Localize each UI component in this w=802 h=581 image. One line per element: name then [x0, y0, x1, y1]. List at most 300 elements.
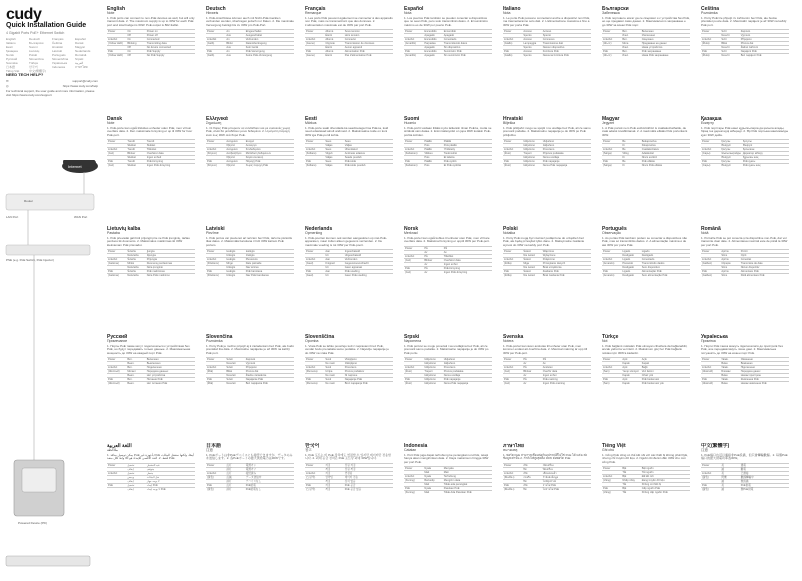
table-cell: (Kollane)	[305, 164, 324, 168]
section-text: 1. A PoE portok nem PoE eszközökhöz is csatlakoztathatók, de csak adatot továbbítanak. 2. A maximális ellátás PoE portonként 30W.	[602, 125, 688, 137]
table-cell: (Жовтий)	[701, 370, 720, 374]
led-table	[404, 357, 492, 385]
table-cell: Açık	[621, 358, 640, 362]
table-cell: Қосулы	[742, 140, 789, 144]
table-cell: Datu pārraide	[245, 262, 294, 266]
table-cell: 데이터 전송	[344, 475, 393, 479]
table-cell: Vypnuté	[245, 362, 294, 366]
table-cell: Συνδεδεμένο	[245, 148, 294, 152]
led-table	[602, 29, 690, 57]
table-cell: (Жълт)	[602, 54, 621, 58]
table-cell: Tændt	[146, 140, 195, 144]
table-row	[404, 164, 492, 168]
table-cell: Power	[503, 250, 522, 254]
table-cell: Spento	[522, 34, 541, 38]
table-cell: Prenos podatkov	[344, 370, 393, 374]
table-cell: Өшірулі	[720, 144, 741, 148]
guide-title: Quick Installation Guide	[6, 22, 87, 29]
table-cell: Ausgeschaltet	[245, 34, 294, 38]
table-cell: 点灯	[225, 463, 244, 467]
table-cell: Clipește	[720, 262, 739, 266]
table-cell: Kapalı	[621, 374, 640, 378]
table-row	[701, 54, 789, 58]
table-cell: På	[443, 246, 492, 250]
table-cell: Ei PoE-syöttöä	[443, 164, 492, 168]
table-cell: Väljas	[344, 144, 393, 148]
table-cell: Isključeno	[423, 374, 442, 378]
table-cell: Power	[701, 30, 720, 34]
table-cell: Apagado	[423, 34, 442, 38]
language-item: Slovenščina	[52, 57, 69, 61]
table-cell: Gegevensoverdracht	[344, 262, 393, 266]
table-cell: Nincs PoE ellátás	[641, 164, 690, 168]
table-cell: Slukket	[126, 144, 145, 148]
led-table	[503, 357, 591, 385]
language-section	[602, 226, 690, 330]
table-cell: Нет устройства	[146, 374, 195, 378]
table-cell: Link/Act	[701, 148, 720, 152]
language-section	[701, 6, 789, 110]
model-name: 4 Gigabit Ports PoE+ Ethernet Switch	[6, 31, 65, 35]
section-title: Slovenščina	[305, 334, 335, 340]
table-cell: PoE ellátás	[641, 160, 690, 164]
table-cell: Вимк.	[720, 382, 739, 386]
table-cell: Ανενεργό	[245, 144, 294, 148]
section-text: 1. PoE portus var pievienot arī ierīcēm bez PoE, taču tie pārsūtīs tikai datus. 2. Maksimālā barošana ir līdz 30W katram PoE portam.	[206, 235, 293, 247]
table-cell: PoE	[602, 487, 621, 491]
section-text: 1. PoE-porter kan også kobles til enheter uten PoE, men vil bare overføre data. 2. Maksimal forsyning er opptil 30W per PoE-port.	[404, 235, 490, 243]
table-cell: Šviečia	[126, 250, 145, 254]
section-note: Bilješka	[503, 121, 516, 125]
table-cell: Geen PoE-voeding	[344, 274, 393, 278]
table-cell: Увімк.	[720, 366, 739, 370]
table-row	[701, 382, 789, 386]
table-cell: Power off	[146, 34, 195, 38]
table-cell: (Kollane)	[305, 152, 324, 156]
table-cell: Включено	[641, 30, 690, 34]
table-cell: Không cấp nguồn PoE	[641, 491, 690, 495]
table-cell: Av	[423, 270, 442, 274]
table-cell: 켜짐	[324, 471, 343, 475]
section-note: Nota	[503, 11, 511, 15]
table-cell: Seade puudub	[344, 156, 393, 160]
table-cell: Nėra PoE maitinimo	[146, 274, 195, 278]
section-title: English	[107, 6, 126, 12]
table-cell: إيقاف	[126, 467, 145, 471]
table-cell: Uključeno	[522, 148, 541, 152]
table-cell: PoE beslemesi	[641, 378, 690, 382]
table-cell: Vilkkuu	[423, 152, 442, 156]
language-section	[503, 6, 591, 110]
table-cell: PoE	[305, 50, 324, 54]
table-cell: Lampeggia	[522, 42, 541, 46]
section-note: Napomena	[404, 339, 422, 343]
table-cell: Tiedonsiirto	[443, 152, 492, 156]
table-cell: Αναβοσβήνει	[225, 152, 244, 156]
table-cell: (Žltá)	[206, 382, 225, 386]
table-cell: Sees	[324, 148, 343, 152]
language-section	[602, 6, 690, 110]
table-row	[107, 164, 195, 168]
language-item: Español	[75, 37, 86, 41]
table-cell: Nesvieti	[225, 382, 244, 386]
table-cell: No PoE Supply	[146, 54, 195, 58]
table-cell: Brak zasilania PoE	[542, 274, 591, 278]
table-cell: Выключено	[146, 362, 195, 366]
table-cell: Nėra įrenginio	[146, 266, 195, 270]
language-section	[404, 226, 492, 330]
language-item: Indonesia	[52, 65, 66, 69]
table-cell: Off	[126, 46, 145, 50]
table-cell: Połączono	[542, 258, 591, 262]
table-cell: Підключено	[740, 366, 789, 370]
led-table	[701, 249, 789, 277]
table-row	[305, 487, 393, 491]
table-cell: (노란색)	[305, 475, 324, 479]
section-title: 한국어	[305, 443, 320, 449]
table-row	[107, 274, 195, 278]
section-text: 1. PoE priključci mogu se spojiti i na uređaje bez PoE, ali će samo prenositi podatke. 2. Maksimalno napajanje je do 30W po PoE priključku.	[503, 125, 591, 137]
table-cell: Villog	[621, 152, 640, 156]
table-cell: (Gul)	[404, 258, 423, 262]
language-item: 中文(繁體字)	[29, 69, 46, 73]
table-cell: Bez napájania PoE	[245, 382, 294, 386]
table-cell: PoE	[701, 270, 720, 274]
table-cell: Вкл.	[621, 38, 640, 42]
table-cell: PoE-forsyning	[146, 160, 195, 164]
table-cell: Uitgeschakeld	[344, 254, 393, 258]
table-cell: Encendido	[423, 38, 442, 42]
table-cell: ปิด	[522, 479, 541, 483]
table-cell: Ne sveti	[324, 362, 343, 366]
table-row	[404, 491, 492, 495]
table-cell: PoE-syöttö	[443, 160, 492, 164]
table-cell: PoE	[602, 378, 621, 382]
table-cell: (Giallo)	[503, 42, 522, 46]
table-cell: Ei laitetta	[443, 156, 492, 160]
table-cell: Tắt nguồn	[641, 471, 690, 475]
table-cell: Передача данных	[146, 370, 195, 374]
table-cell: 消灯	[225, 479, 244, 483]
table-cell: Power	[107, 30, 126, 34]
table-cell: Pas d'alimentation PoE	[344, 54, 393, 58]
table-cell: Nie świeci	[522, 254, 541, 258]
table-cell: Acceso	[522, 50, 541, 54]
table-cell: ปิดเครื่อง	[542, 467, 591, 471]
led-table	[206, 463, 294, 491]
language-section	[305, 334, 393, 438]
table-cell: Prijenos podataka	[542, 152, 591, 156]
table-cell: Encendido	[443, 30, 492, 34]
section-title: Deutsch	[206, 6, 226, 12]
table-cell: Pornit	[740, 250, 789, 254]
table-cell: Išjungta	[146, 254, 195, 258]
table-cell: Nema uređaja	[542, 156, 591, 160]
table-cell: Tắt	[621, 471, 640, 475]
table-cell: Connesso	[542, 38, 591, 42]
table-cell: På	[522, 366, 541, 370]
table-cell: Oprit	[740, 254, 789, 258]
table-cell: On	[126, 50, 145, 54]
table-cell: Hors tension	[344, 34, 393, 38]
table-row	[503, 274, 591, 278]
table-cell: (Dzeltens)	[206, 262, 225, 266]
table-cell: เปิดเครื่อง	[542, 463, 591, 467]
table-cell: Izslēgts	[225, 274, 244, 278]
table-cell: Power on	[146, 30, 195, 34]
led-table	[107, 139, 195, 167]
table-cell: Power	[107, 140, 126, 144]
table-cell: (Жълт)	[602, 42, 621, 46]
language-section	[503, 226, 591, 330]
help-email[interactable]: support@cudy.com	[72, 79, 98, 83]
table-cell: (Rumena)	[305, 382, 324, 386]
table-cell: Stins	[720, 274, 739, 278]
table-cell: 接続済み	[245, 471, 294, 475]
table-cell: Menyala	[443, 467, 492, 471]
table-cell: Transmitiendo datos	[443, 42, 492, 46]
table-cell: (Dzeltens)	[206, 274, 225, 278]
table-cell: 장치 없음	[344, 479, 393, 483]
table-cell: จ่ายไฟ PoE	[542, 483, 591, 487]
table-cell: Cihaz yok	[641, 374, 690, 378]
table-cell: لا يوجد جهاز	[146, 479, 195, 483]
section-text: 1. Cổng PoE cũng có thể kết nối với các thiết bị không phải PoE, nhưng chỉ truyền dữ liệu. 2. Nguồn tối đa lên đến 30W cho mỗi cổng PoE.	[602, 452, 689, 464]
table-cell: Éteint	[324, 54, 343, 58]
section-text: 1. PoE портовете могат да се свързват и с устройства без PoE, но ще предават само данни. 2. Максималното захранване е до 30W за всеки PoE порт.	[602, 15, 690, 27]
table-cell: Izslēgts	[225, 266, 244, 270]
section-title: Indonesia	[404, 443, 428, 449]
section-note: Notatka	[503, 231, 516, 235]
table-cell: Isključeno	[522, 156, 541, 160]
table-cell: Aan	[324, 250, 343, 254]
section-title: Română	[701, 226, 721, 232]
table-cell: Spento	[522, 54, 541, 58]
table-cell: Bật	[621, 475, 640, 479]
table-cell: Sees	[344, 140, 393, 144]
help-title: NEED TECH HELP?	[6, 72, 44, 77]
table-cell: Sin dispositivo	[443, 46, 492, 50]
section-text: 1. Οι θύρες PoE μπορούν να συνδεθούν και με συσκευές χωρίς PoE, αλλά θα μεταδίδουν μόνο δεδομένα. 2. Η μέγιστη παροχή είναι έως 30W ανά θύρα PoE.	[206, 125, 291, 137]
language-section	[404, 6, 492, 110]
table-cell: (Jaune)	[305, 54, 324, 58]
table-cell: PoE	[404, 378, 423, 382]
table-cell: Link/Act	[305, 148, 324, 152]
table-cell: 消灯	[225, 487, 244, 491]
table-cell: Stins	[720, 254, 739, 258]
poe-switch-icon	[6, 245, 90, 255]
table-cell: Tilsluttet	[146, 148, 195, 152]
section-text: 1. Vrata PoE se lahko povežejo tudi z napravami brez PoE, vendar bodo prenašala samo podatke. 2. Največje napajanje je do 30W na vrata PoE.	[305, 343, 389, 355]
table-cell: Power	[404, 246, 423, 250]
language-item: Русский	[6, 57, 18, 61]
table-cell: Tændt	[126, 140, 145, 144]
section-note: Забележка	[602, 11, 620, 15]
table-cell: Подключено	[146, 366, 195, 370]
table-cell: Bağlı	[641, 366, 690, 370]
table-cell: PoE-matning	[542, 378, 591, 382]
table-cell: Izslēgts	[225, 254, 244, 258]
table-cell: Uit	[324, 254, 343, 258]
table-cell: Ligado	[621, 270, 640, 274]
table-cell: لا يوجد إمداد PoE	[146, 487, 195, 491]
language-item: Dansk	[75, 41, 84, 45]
table-cell: 꺼짐	[324, 479, 343, 483]
help-web[interactable]: https://www.cudy.com/help	[62, 84, 98, 88]
section-title: Українська	[701, 334, 728, 340]
table-cell: På	[423, 246, 442, 250]
table-cell: (Żółta)	[503, 262, 522, 266]
table-cell: Svítí	[720, 30, 739, 34]
table-row	[701, 487, 789, 491]
table-cell: Ingen enhed	[146, 156, 195, 160]
table-cell: PoE	[503, 50, 522, 54]
table-cell: Blinker	[126, 152, 145, 156]
section-title: Latviski	[206, 226, 225, 232]
table-cell: Bật nguồn	[641, 467, 690, 471]
table-cell: Treperi	[522, 152, 541, 156]
section-note: Note	[107, 11, 115, 15]
table-cell: Stins	[720, 266, 739, 270]
table-cell: PoE	[503, 160, 522, 164]
table-cell: Ingen enhet	[542, 374, 591, 378]
section-text: 1. PoE-portit voidaan liittää myös laitteisiin ilman PoE:ta, mutta ne siirtävät vain dataa. 2. Enimmäissyöttö on jopa 30W kutakin PoE-porttia kohden.	[404, 125, 492, 137]
table-cell: Connecté	[344, 38, 393, 42]
table-cell: På	[542, 358, 591, 362]
section-note: 注意	[701, 448, 708, 452]
table-cell: PoE қуаты	[742, 160, 789, 164]
table-cell: Link/Act	[305, 38, 324, 42]
table-row	[602, 274, 690, 278]
table-cell: Link/Act	[107, 38, 126, 42]
table-cell: 전원 켜짐	[344, 463, 393, 467]
table-cell: Σβηστό	[225, 164, 244, 168]
table-cell: (Żółta)	[503, 274, 522, 278]
table-cell: Izslēgts	[245, 254, 294, 258]
led-table	[305, 29, 393, 57]
table-cell: (Žltá)	[206, 370, 225, 374]
table-cell: (黃色)	[701, 487, 720, 491]
table-cell: Utripa	[324, 370, 343, 374]
table-cell: Off	[126, 34, 145, 38]
table-cell: Link/Act	[404, 366, 423, 370]
table-cell: Nyala	[423, 475, 442, 479]
table-cell: Wyłączone	[542, 254, 591, 258]
section-note: Σημείωση	[206, 121, 222, 125]
table-cell: (Kuning)	[404, 479, 423, 483]
table-cell: Aprins	[720, 258, 739, 262]
section-note: Pastaba	[107, 231, 120, 235]
table-cell: Slukket	[146, 144, 195, 148]
table-cell: Uit	[324, 274, 343, 278]
table-cell: Aus	[225, 54, 244, 58]
table-cell: Немає пристрою	[740, 374, 789, 378]
table-cell: Vypnuto	[740, 34, 789, 38]
table-cell: Vklopljeno	[344, 358, 393, 362]
table-cell: PoE	[305, 270, 324, 274]
table-cell: ไม่จ่ายไฟ PoE	[542, 487, 591, 491]
language-item: Українська	[52, 61, 68, 65]
table-cell: Be	[621, 148, 640, 152]
table-cell: Power	[206, 30, 225, 34]
table-cell: Sin suministro PoE	[443, 54, 492, 58]
table-cell: Transmitting data	[146, 42, 195, 46]
table-cell: تشغيل	[126, 471, 145, 475]
section-text: 1. PoE-porte saab ühendada ka seadmetega ilma PoE-ta, kuid need edastavad ainult andmeid. 2. Maksimaalne toide on kuni 30W iga PoE-pordi kohta.	[305, 125, 389, 137]
table-cell: Transmisie de date	[740, 262, 789, 266]
table-cell: Link/Act	[305, 366, 324, 370]
table-cell: (Yellow LED)	[107, 54, 126, 58]
table-cell: 点灯	[225, 483, 244, 487]
table-cell: (Κίτρινο)	[206, 152, 225, 156]
language-section	[404, 443, 492, 575]
table-cell: Aprins	[720, 250, 739, 254]
table-cell: Link/Act	[503, 148, 522, 152]
language-item: Italiano	[6, 41, 16, 45]
table-cell: On	[126, 30, 145, 34]
table-cell: Link/Act	[503, 258, 522, 262]
table-cell: Power	[404, 30, 423, 34]
table-cell: Link/Act	[602, 148, 621, 152]
led-table	[503, 463, 591, 491]
led-table	[503, 249, 591, 277]
section-text: 1. PoE-porte kan også tilsluttes enheder uden PoE, men vil kun overføre data. 2. Den maksimale forsyning er op til 30W for hver PoE-port.	[107, 125, 193, 137]
table-cell: Tidak ada perangkat	[443, 483, 492, 487]
table-cell: Kapalı	[641, 362, 690, 366]
table-cell: 켜짐	[324, 483, 343, 487]
section-note: Nota	[404, 11, 412, 15]
section-text: 1. PoE prievadai gali būti prijungti prie ne PoE įrenginių, tačiau perduos tik duomenis. 2. Maksimalus maitinimas iki 30W kiekvienam PoE prievadui.	[107, 235, 190, 247]
table-cell: Trasmissione dati	[542, 42, 591, 46]
section-text: 1. As portas PoE também podem se conectar a dispositivos não PoE, mas só transmitirão dados. 2. A alimentação máxima é de até 30W por porta PoE.	[602, 235, 688, 247]
table-cell: Свързано	[641, 38, 690, 42]
table-cell: Povezano	[542, 148, 591, 152]
table-cell: Nhấp nháy	[621, 479, 640, 483]
table-cell: Kikapcsolva	[641, 144, 690, 148]
table-cell: (Gul)	[503, 382, 522, 386]
table-cell: Desligado	[641, 254, 690, 258]
table-cell: Mengirim data	[443, 479, 492, 483]
table-cell: Väljas	[324, 156, 343, 160]
table-cell: Vilgub	[324, 152, 343, 156]
table-cell: 亮	[720, 471, 739, 475]
led-table	[206, 249, 294, 277]
table-cell: Вкл.	[621, 50, 640, 54]
table-cell: PoE barošana	[245, 270, 294, 274]
table-cell: Açık	[621, 366, 640, 370]
table-cell: PoE	[602, 160, 621, 164]
table-cell: Link/Act	[404, 148, 423, 152]
section-note: Märkus	[305, 121, 317, 125]
table-cell: (Žlutá)	[701, 42, 720, 46]
table-cell: 깜박임	[324, 475, 343, 479]
table-cell: (Amarelo)	[602, 262, 621, 266]
table-cell: Acceso	[522, 38, 541, 42]
language-section	[206, 334, 294, 438]
table-cell: Açık	[641, 358, 690, 362]
table-cell: Link/Act	[701, 471, 720, 475]
table-cell: PoE	[206, 160, 225, 164]
table-cell: Slukket	[126, 156, 145, 160]
table-cell: Av	[423, 250, 442, 254]
language-item: Eesti	[6, 45, 13, 49]
table-row	[701, 164, 789, 168]
table-cell: PoE	[503, 270, 522, 274]
table-cell: Žiadne zariadenie	[245, 374, 294, 378]
table-cell: 電源オン	[245, 463, 294, 467]
table-cell: Link/Act	[701, 366, 720, 370]
table-cell: PoE	[404, 266, 423, 270]
